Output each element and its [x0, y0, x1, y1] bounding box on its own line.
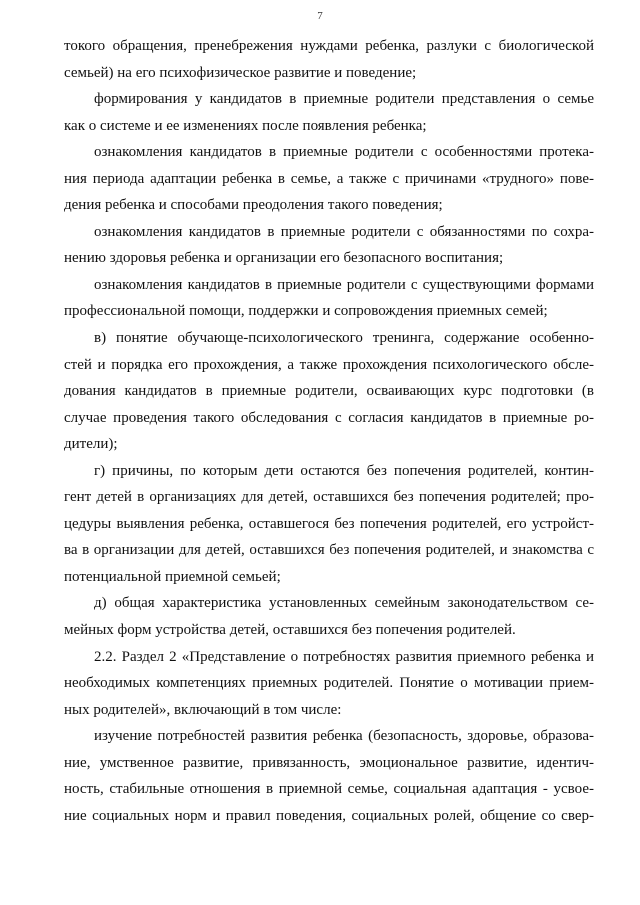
text-line: гент детей в организациях для детей, оставшихся без попечения родителей; про-	[64, 489, 594, 506]
document-body	[64, 33, 594, 829]
text-line: мейных форм устройства детей, оставшихся без попечения родителей.	[64, 622, 516, 639]
text-line: ния периода адаптации ребенка в семье, а также с причинами «трудного» пове-	[64, 170, 594, 187]
text-line: дования кандидатов в приемные родители, осваивающих курс подготовки (в	[64, 383, 594, 400]
text-line: нению здоровья ребенка и организации его безопасного воспитания;	[64, 250, 504, 267]
text-line: г) причины, по которым дети остаются без попечения родителей, контин-	[94, 462, 594, 479]
text-line: цедуры выявления ребенка, оставшегося без попечения родителей, его устройст-	[64, 515, 594, 532]
text-line: ность, стабильные отношения в приемной семье, социальная адаптация - усвое-	[64, 781, 594, 798]
text-line: дители);	[64, 436, 118, 453]
text-line: ние, умственное развитие, привязанность, эмоциональное развитие, идентич-	[64, 754, 594, 771]
text-line: потенциальной приемной семьей;	[64, 568, 281, 585]
text-line: семьей) на его психофизическое развитие и поведение;	[64, 64, 417, 81]
text-line: необходимых компетенциях приемных родителей. Понятие о мотивации прием-	[64, 675, 594, 692]
text-line: в) понятие обучающе-психологического тренинга, содержание особенно-	[94, 330, 594, 347]
text-line: изучение потребностей развития ребенка (безопасность, здоровье, образова-	[94, 728, 594, 745]
text-line: ознакомления кандидатов в приемные родители с существующими формами	[94, 276, 594, 293]
text-line: ных родителей», включающий в том числе:	[64, 701, 342, 718]
text-line: ознакомления кандидатов в приемные родители с особенностями протека-	[94, 144, 594, 161]
text-line: как о системе и ее изменениях после появления ребенка;	[64, 117, 427, 134]
text-line: формирования у кандидатов в приемные родители представления о семье	[94, 91, 594, 108]
text-line: 2.2. Раздел 2 «Представление о потребностях развития приемного ребенка и	[94, 648, 594, 665]
text-line: д) общая характеристика установленных семейным законодательством се-	[94, 595, 594, 612]
text-line: дения ребенка и способами преодоления такого поведения;	[64, 197, 443, 214]
text-line: ознакомления кандидатов в приемные родители с обязанностями по сохра-	[94, 223, 594, 240]
text-line: случае проведения такого обследования с согласия кандидатов в приемные ро-	[64, 409, 594, 426]
text-line: ва в организации для детей, оставшихся без попечения родителей, и знакомства с	[64, 542, 594, 559]
page-number: 7	[317, 10, 323, 22]
text-line: токого обращения, пренебрежения нуждами ребенка, разлуки с биологической	[64, 38, 594, 54]
text-line: профессиональной помощи, поддержки и сопровождения приемных семей;	[64, 303, 548, 320]
text-line: ние социальных норм и правил поведения, социальных ролей, общение со свер-	[64, 807, 594, 824]
text-line: стей и порядка его прохождения, а также прохождения психологического обсле-	[64, 356, 594, 373]
